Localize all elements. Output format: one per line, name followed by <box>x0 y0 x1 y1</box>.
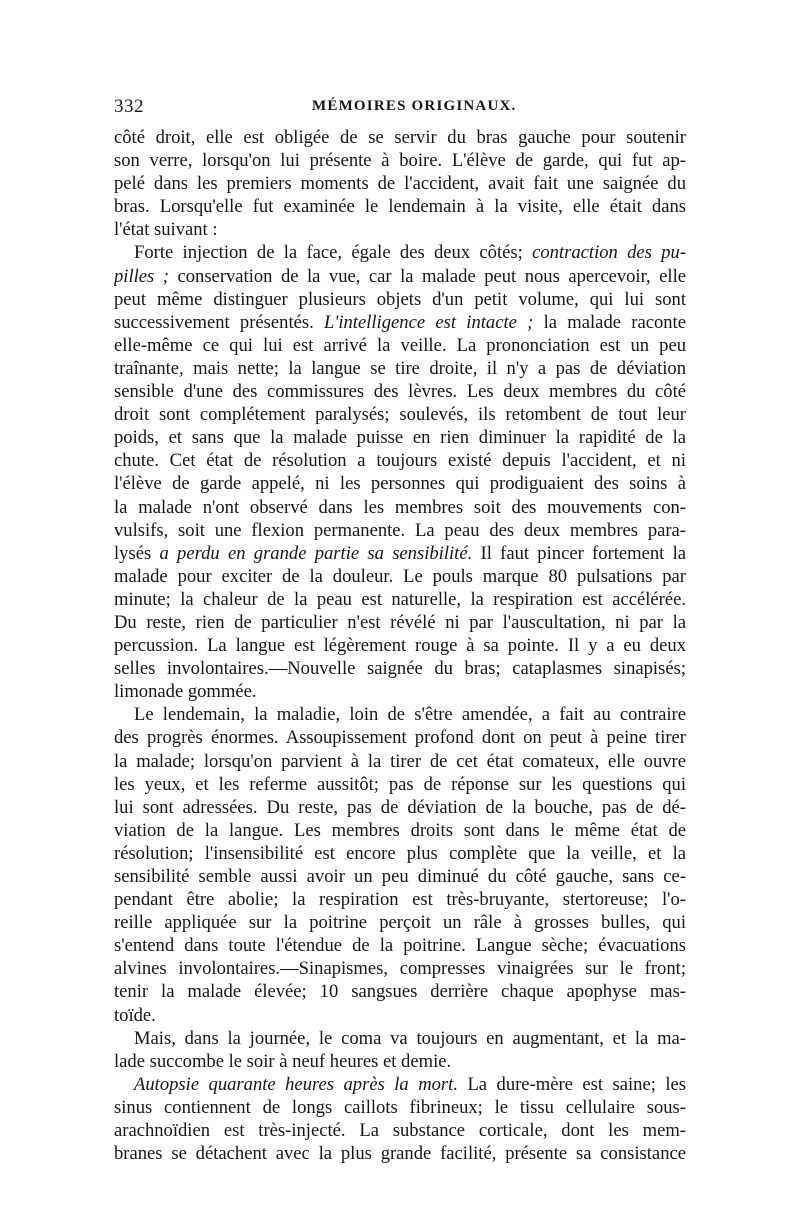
text-segment: sensibilité semble aussi avoir un peu diminué du côté gauche, sans ce- <box>114 866 686 887</box>
text-line <box>114 1142 686 1165</box>
text-segment: l'élève de garde appelé, ni les personnes qui prodiguaient des soins à <box>114 473 686 495</box>
text-line <box>114 357 686 380</box>
text-line <box>114 311 686 334</box>
text-segment: l'état suivant : <box>114 219 218 241</box>
text-line <box>114 888 686 911</box>
text-segment: toïde. <box>114 1004 156 1026</box>
text-segment: arachnoïdien est très-injecté. La substance corticale, dont les mem- <box>114 1120 686 1142</box>
body-text <box>114 126 686 1165</box>
text-segment: résolution; l'insensibilité est encore plus complète que la veille, et la <box>114 842 686 864</box>
text-line <box>114 496 686 519</box>
text-segment: droit sont complétement paralysés; soulevés, ils retombent de tout leur <box>114 404 686 426</box>
text-line <box>114 750 686 773</box>
text-segment: traînante, mais nette; la langue se tire droite, il n'y a pas de déviation <box>114 357 686 379</box>
text-line <box>114 611 686 634</box>
text-line <box>114 773 686 796</box>
text-line <box>114 726 686 749</box>
text-segment: vulsifs, soit une flexion permanente. La peau des deux membres para- <box>114 519 686 541</box>
running-title: MÉMOIRES ORIGINAUX. <box>312 98 517 114</box>
text-segment: son verre, lorsqu'on lui présente à boire. L'élève de garde, qui fut ap- <box>114 150 686 172</box>
text-segment: bras. Lorsqu'elle fut examinée le lendemain à la visite, elle était dans <box>114 196 686 218</box>
text-line <box>114 449 686 472</box>
italic-text-segment: pilles ; <box>114 265 169 287</box>
text-line <box>114 265 686 288</box>
text-line <box>114 334 686 357</box>
text-segment: des progrès énormes. Assoupissement profond dont on peut à peine tirer <box>114 727 686 749</box>
page-number: 332 <box>114 96 144 117</box>
text-line <box>114 1004 686 1027</box>
text-line <box>114 1073 686 1096</box>
text-line <box>114 426 686 449</box>
text-segment: pendant être abolie; la respiration est très-bruyante, stertoreuse; l'o- <box>114 889 686 911</box>
text-segment: s'entend dans toute l'étendue de la poitrine. Langue sèche; évacuations <box>114 935 686 957</box>
text-line <box>114 703 686 726</box>
text-segment: elle-même ce qui lui est arrivé la veille. La prononciation est un peu <box>114 334 686 356</box>
text-line <box>114 565 686 588</box>
text-line <box>114 796 686 819</box>
italic-text-segment: contraction des pu- <box>532 242 686 264</box>
text-line <box>114 680 686 703</box>
text-segment: chute. Cet état de résolution a toujours existé depuis l'accident, et ni <box>114 450 686 472</box>
text-segment: lui sont adressées. Du reste, pas de déviation de la bouche, pas de dé- <box>114 796 686 818</box>
text-line <box>114 819 686 842</box>
text-line <box>114 980 686 1003</box>
text-segment: branes se détachent avec la plus grande facilité, présente sa consistance <box>114 1143 686 1165</box>
text-line <box>114 403 686 426</box>
text-segment: selles involontaires.—Nouvelle saignée du bras; cataplasmes sinapisés; <box>114 658 686 680</box>
text-segment: reille appliquée sur la poitrine perçoit un râle à grosses bulles, qui <box>114 912 686 934</box>
text-line <box>114 957 686 980</box>
text-segment: Forte injection de la face, égale des deux côtés; <box>134 242 533 264</box>
text-line <box>114 1119 686 1142</box>
text-segment: côté droit, elle est obligée de se servir du bras gauche pour soutenir <box>114 127 686 148</box>
text-segment: Le lendemain, la maladie, loin de s'être amendée, a fait au contraire <box>134 704 686 726</box>
text-line <box>114 149 686 172</box>
text-segment: alvines involontaires.—Sinapismes, compresses vinaigrées sur le front; <box>114 958 686 980</box>
italic-text-segment: Autopsie quarante heures après la mort. <box>134 1073 458 1095</box>
text-segment: lysés <box>114 542 160 564</box>
text-line <box>114 519 686 542</box>
text-segment: tenir la malade élevée; 10 sangsues derrière chaque apophyse mas- <box>114 981 686 1003</box>
text-segment: sensible d'une des commissures des lèvres. Les deux membres du côté <box>114 381 686 403</box>
text-line <box>114 126 686 149</box>
text-segment: pelé dans les premiers moments de l'accident, avait fait une saignée du <box>114 173 686 195</box>
text-line <box>114 542 686 565</box>
text-line <box>114 472 686 495</box>
text-segment: lade succombe le soir à neuf heures et demie. <box>114 1050 452 1072</box>
text-line <box>114 1096 686 1119</box>
text-segment: percussion. La langue est légèrement rouge à sa pointe. Il y a eu deux <box>114 635 686 657</box>
text-line <box>114 842 686 865</box>
text-line <box>114 288 686 311</box>
text-segment: poids, et sans que la malade puisse en rien diminuer la rapidité de la <box>114 427 686 449</box>
text-segment: la malade raconte <box>533 311 686 333</box>
text-line <box>114 934 686 957</box>
text-line <box>114 657 686 680</box>
text-segment: la malade n'ont observé dans les membres soit des mouvements con- <box>114 496 686 518</box>
text-segment: Mais, dans la journée, le coma va toujours en augmentant, et la ma- <box>134 1027 686 1049</box>
italic-text-segment: a perdu en grande partie sa sensibilité. <box>159 542 473 564</box>
text-segment: peut même distinguer plusieurs objets d'un petit volume, qui lui sont <box>114 288 686 310</box>
text-segment: la malade; lorsqu'on parvient à la tirer de cet état comateux, elle ouvre <box>114 750 686 772</box>
text-segment: Du reste, rien de particulier n'est révélé ni par l'auscultation, ni par la <box>114 611 686 633</box>
text-line <box>114 1027 686 1050</box>
text-segment: successivement présentés. <box>114 311 325 333</box>
page-header <box>114 96 686 122</box>
text-line <box>114 241 686 264</box>
text-line <box>114 865 686 888</box>
text-line <box>114 195 686 218</box>
text-segment: Il faut pincer fortement la <box>472 542 686 564</box>
text-segment: minute; la chaleur de la peau est naturelle, la respiration est accélérée. <box>114 588 686 610</box>
text-segment: sinus contiennent de longs caillots fibrineux; le tissu cellulaire sous- <box>114 1096 686 1118</box>
italic-text-segment: L'intelligence est intacte ; <box>324 311 534 333</box>
text-line <box>114 634 686 657</box>
text-line <box>114 380 686 403</box>
text-line <box>114 1050 686 1073</box>
text-line <box>114 172 686 195</box>
text-segment: conservation de la vue, car la malade peut nous apercevoir, elle <box>168 265 686 287</box>
text-segment: viation de la langue. Les membres droits sont dans le même état de <box>114 819 686 841</box>
text-segment: limonade gommée. <box>114 681 257 703</box>
text-line <box>114 911 686 934</box>
text-line <box>114 218 686 241</box>
text-segment: malade pour exciter de la douleur. Le pouls marque 80 pulsations par <box>114 565 686 587</box>
text-line <box>114 588 686 611</box>
text-segment: les yeux, et les referme aussitôt; pas de réponse sur les questions qui <box>114 773 686 795</box>
text-segment: La dure-mère est saine; les <box>457 1073 686 1095</box>
